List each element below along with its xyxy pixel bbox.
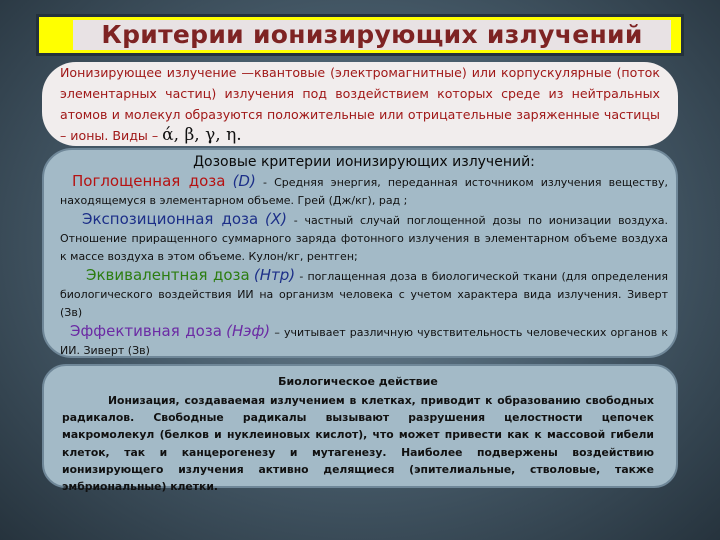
page-title: Критерии ионизирующих излучений	[73, 20, 671, 50]
dose-symbol: (Hтр)	[253, 266, 296, 284]
dose-symbol: (X)	[265, 210, 287, 228]
dose-item-absorbed	[60, 172, 668, 210]
definition-panel	[42, 62, 678, 146]
dose-term: Поглощенная доза	[72, 172, 226, 190]
dose-item-effective	[60, 322, 668, 360]
dose-term: Эквивалентная доза	[86, 266, 250, 284]
dose-term: Эффективная доза	[70, 322, 222, 340]
dose-symbol: (Нэф)	[226, 322, 271, 340]
dose-criteria-heading: Дозовые критерии ионизирующих излучений:	[193, 154, 535, 170]
title-bar	[36, 14, 684, 56]
dose-criteria-panel	[42, 148, 678, 358]
dose-description: - поглащенная доза в биологической ткани (для определения биологического воздействия ИИ на организм человека с учетом характера вида излучения. Зиверт (Зв)	[60, 270, 668, 319]
definition-text: Ионизирующее излучение —квантовые (электромагнитные) или корпускулярные (поток элементарных частиц) излучения под воздействием которых среде из нейтральных атомов и молекул образуются положительные или отрицательные заряженные частицы – ионы. Виды –	[60, 65, 660, 143]
dose-description: - Средняя энергия, переданная источником излучения веществу, находящемуся в элементарном объеме. Грей (Дж/кг), рад ;	[60, 176, 668, 207]
biological-effect-text: Ионизация, создаваемая излучением в клетках, приводит к образованию свободных радикалов. Свободные радикалы вызывают разрушения целостности цепочек макромолекул (белков и нуклеиновых кислот), что может привести как к массовой гибели клеток, так и канцерогенезу и мутагенезу. Наиболее подвержены воздействию ионизирующего излучения активно делящиеся (эпителиальные, стволовые, также эмбриональные) клетки.	[62, 394, 654, 494]
dose-description: – учитывает различную чувствительность человеческих органов к ИИ. Зиверт (Зв)	[60, 326, 668, 357]
dose-symbol: (D)	[232, 172, 256, 190]
biological-effect-panel	[42, 364, 678, 494]
definition-paragraph	[60, 62, 660, 146]
dose-item-equivalent	[60, 266, 668, 322]
dose-item-exposure	[60, 210, 668, 266]
dose-description: - частный случай поглощенной дозы по ионизации воздуха. Отношение приращенного суммарного заряда фотонного излучения в элементарном объеме воздуха к массе воздуха в этом объеме. Кулон/кг, рентген;	[60, 214, 668, 263]
dose-term: Экспозиционная доза	[82, 210, 259, 228]
radiation-types: ά, β, γ, η.	[162, 125, 242, 145]
biological-effect-heading: Биологическое действие	[278, 375, 438, 388]
